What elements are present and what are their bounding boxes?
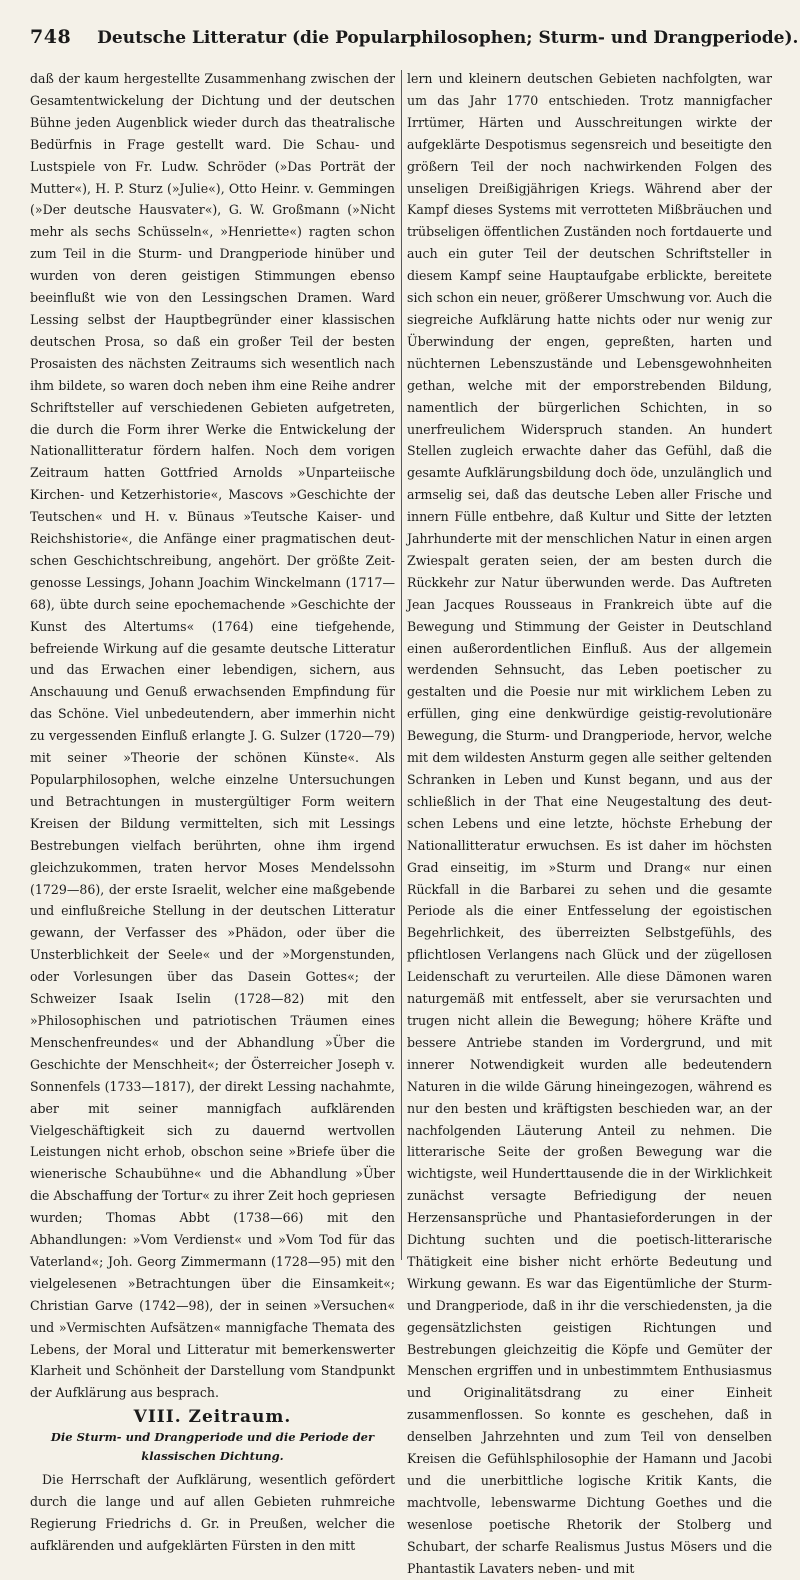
left-paragraph-2: Die Herrschaft der Aufklärung, wesentlich gefördert durch die lange und auf allen Gebieten ruhmreiche Regierung Friedrichs d. Gr. in Preußen, welcher die aufklärenden und aufgeklärten Fürsten in den mitt — [30, 1472, 395, 1553]
page-header — [30, 26, 799, 60]
section-title: VIII. Zeitraum. — [133, 1407, 292, 1428]
running-head: Deutsche Litteratur (die Popularphilosophen; Sturm- und Drangperiode). — [97, 28, 799, 48]
right-paragraph-1: lern und kleinern deutschen Gebieten nachfolgten, war um das Jahr 1770 entschieden. Trotz mannigfacher Irrtümer, Härten und Ausschreitungen wirkte der aufgeklärte Despotismus segensreich und beseitigte den größern Teil der noch nachwirkenden Folgen des unseligen Dreißigjährigen Kriegs. Während aber der Kampf dieses Systems mit verrotteten Mißbräuchen und trübseligen öffentlichen Zuständen noch fortdauerte und auch ein guter Teil der deutschen Schriftsteller in diesem Kampf seine Hauptaufgabe erblickte, bereitete sich schon ein neuer, größerer Umschwung vor. Auch die siegreiche Aufklärung hatte nichts oder nur wenig zur Überwindung der engen, gepreßten, harten und nüchternen Lebenszustände und Lebensgewohnheiten gethan, welche mit der emporstrebenden Bildung, namentlich der bürgerlichen Schichten, in so unerfreulichem Widerspruch standen. An hundert Stellen zugleich erwachte daher das Gefühl, daß die gesamte Aufklärungsbildung doch öde, unzulänglich und armselig sei, daß das deutsche Leben aller Frische und innern Fülle entbehre, daß Kultur und Sitte der letzten Jahrhunderte mit der menschlichen Natur in einen argen Zwiespalt geraten seien, der am besten durch die Rückkehr zur Natur überwunden werde. Das Auftreten Jean Jacques Rousseaus in Frankreich übte auf die Bewegung und Stimmung der Geister in Deutschland einen außerordentlichen Einfluß. Aus der allgemein werdenden Sehnsucht, das Leben poetischer zu gestalten und die Poesie nur mit wirklichem Leben zu erfüllen, ging eine denkwürdige geistig-revolutionäre Bewegung, die Sturm- und Drangperiode, hervor, welche mit dem wildesten Ansturm gegen alle seither geltenden Schranken in Leben und Kunst begann, und aus der schließlich in der That eine Neugestaltung des deutschen Lebens und eine letzte, höchste Erhebung der Nationallitteratur erwuchsen. Es ist daher im höchsten Grad einseitig, im »Sturm und Drang« nur einen Rückfall in die Barbarei zu sehen und die gesamte Periode als die einer Entfesselung der egoistischen Begehrlichkeit, des überreizten Selbstgefühls, des pflichtlosen Verlangens nach Glück und der zügellosen Leidenschaft zu verurteilen. Alle diese Dämonen waren naturgemäß mit entfesselt, aber sie verursachten und trugen nicht allein die Bewegung; höhere Kräfte und bessere Antriebe standen im Vordergrund, und mit innerer Notwendigkeit wurden alle bedeutendern Naturen in die wilde Gärung hineingezogen, während es nur den besten und kräftigsten beschieden war, an der nachfolgenden Läuterung Anteil zu nehmen. Die litterarische Seite der großen Bewegung war die wichtigste, weil Hunderttausende die in der Wirklichkeit zunächst versagte Befriedigung der neuen Herzensansprüche und Phantasieforderungen in der Dichtung suchten und die poetisch-litterarische Thätigkeit eine bisher nicht erhörte Bedeutung und Wirkung gewann. Es war das Eigentümliche der Sturm- und Drangperiode, daß in ihr die verschiedensten, ja die gegensätzlichsten geistigen Richtungen und Bestrebungen gleichzeitig die Köpfe und Gemüter der Menschen ergriffen und in unbestimmtem Enthusiasmus und Originalitätsdrang zu einer Einheit zusammenflossen. So konnte es geschehen, daß in denselben Jahrzehnten und zum Teil von denselben Kreisen die Gefühlsphilosophie der Hamann und Jacobi und die unerbittliche logische Kritik Kants, die machtvolle, lebenswarme Dichtung Goethes und die wesenlose poetische Rhetorik der Stolberg und Schubart, der scharfe Realismus Justus Mösers und die Phantastik Lavaters neben- und mit — [407, 71, 772, 1576]
section-subtitle: Die Sturm- und Drangperiode und die Periode der klassischen Dichtung. — [50, 1430, 375, 1464]
column-divider — [401, 70, 402, 1260]
right-column — [407, 68, 772, 1576]
text-columns — [30, 68, 772, 1576]
left-column — [30, 68, 395, 1553]
page-number: 748 — [30, 26, 72, 48]
left-paragraph-1: daß der kaum hergestellte Zusammenhang zwischen der Gesamtentwickelung der Dichtung und der deutschen Bühne jeden Augenblick wieder durch das theatralische Bedürfnis in Frage gestellt ward. Die Schau- und Lustspiele von Fr. Ludw. Schröder (»Das Porträt der Mutter«), H. P. Sturz (»Julie«), Otto Heinr. v. Gemmingen (»Der deutsche Hausvater«), G. W. Großmann (»Nicht mehr als sechs Schüsseln«, »Henriette«) ragten schon zum Teil in die Sturm- und Drangperiode hinüber und wurden von deren geistigen Stimmungen ebenso beeinflußt wie von den Lessingschen Dramen. Ward Lessing selbst der Hauptbegründer einer klassischen deutschen Prosa, so daß ein großer Teil der besten Prosaisten des nächsten Zeitraums sich wesentlich nach ihm bildete, so waren doch neben ihm eine Reihe andrer Schriftsteller auf verschiedenen Gebieten aufgetreten, die durch die Form ihrer Werke die Entwickelung der Nationallitteratur fördern halfen. Noch dem vorigen Zeitraum hatten Gottfried Arnolds »Unparteiische Kirchen- und Ketzerhistorie«, Mascovs »Geschichte der Teutschen« und H. v. Bünaus »Teutsche Kaiser- und Reichshistorie«, die Anfänge einer pragmatischen deutschen Geschichtschreibung, angehört. Der größte Zeitgenosse Lessings, Johann Joachim Winckelmann (1717—68), übte durch seine epochemachende »Geschichte der Kunst des Altertums« (1764) eine tiefgehende, befreiende Wirkung auf die gesamte deutsche Litteratur und das Erwachen einer lebendigen, sichern, aus Anschauung und Genuß erwachsenden Empfindung für das Schöne. Viel unbedeutendern, aber immerhin nicht zu vergessenden Einfluß erlangte J. G. Sulzer (1720—79) mit seiner »Theorie der schönen Künste«. Als Popularphilosophen, welche einzelne Untersuchungen und Betrachtungen in mustergültiger Form weitern Kreisen der Bildung vermittelten, sich mit Lessings Bestrebungen vielfach berührten, ohne ihm irgend gleichzukommen, traten hervor Moses Mendelssohn (1729—86), der erste Israelit, welcher eine maßgebende und einflußreiche Stellung in der deutschen Litteratur gewann, der Verfasser des »Phädon, oder über die Unsterblichkeit der Seele« und der »Morgenstunden, oder Vorlesungen über das Dasein Gottes«; der Schweizer Isaak Iselin (1728—82) mit den »Philosophischen und patriotischen Träumen eines Menschenfreundes« und der Abhandlung »Über die Geschichte der Menschheit«; der Österreicher Joseph v. Sonnenfels (1733—1817), der direkt Lessing nachahmte, aber mit seiner mannigfach aufklärenden Vielgeschäftigkeit sich zu dauernd wertvollen Leistungen nicht erhob, obschon seine »Briefe über die wienerische Schaubühne« und die Abhandlung »Über die Abschaffung der Tortur« zu ihrer Zeit hoch gepriesen wurden; Thomas Abbt (1738—66) mit den Abhandlungen: »Vom Verdienst« und »Vom Tod für das Vaterland«; Joh. Georg Zimmermann (1728—95) mit den vielgelesenen »Betrachtungen über die Einsamkeit«; Christian Garve (1742—98), der in seinen »Versuchen« und »Vermischten Aufsätzen« mannigfache Themata des Lebens, der Moral und Litteratur mit bemerkenswerter Klarheit und Schönheit der Darstellung vom Standpunkt der Aufklärung aus besprach. — [30, 71, 395, 1401]
